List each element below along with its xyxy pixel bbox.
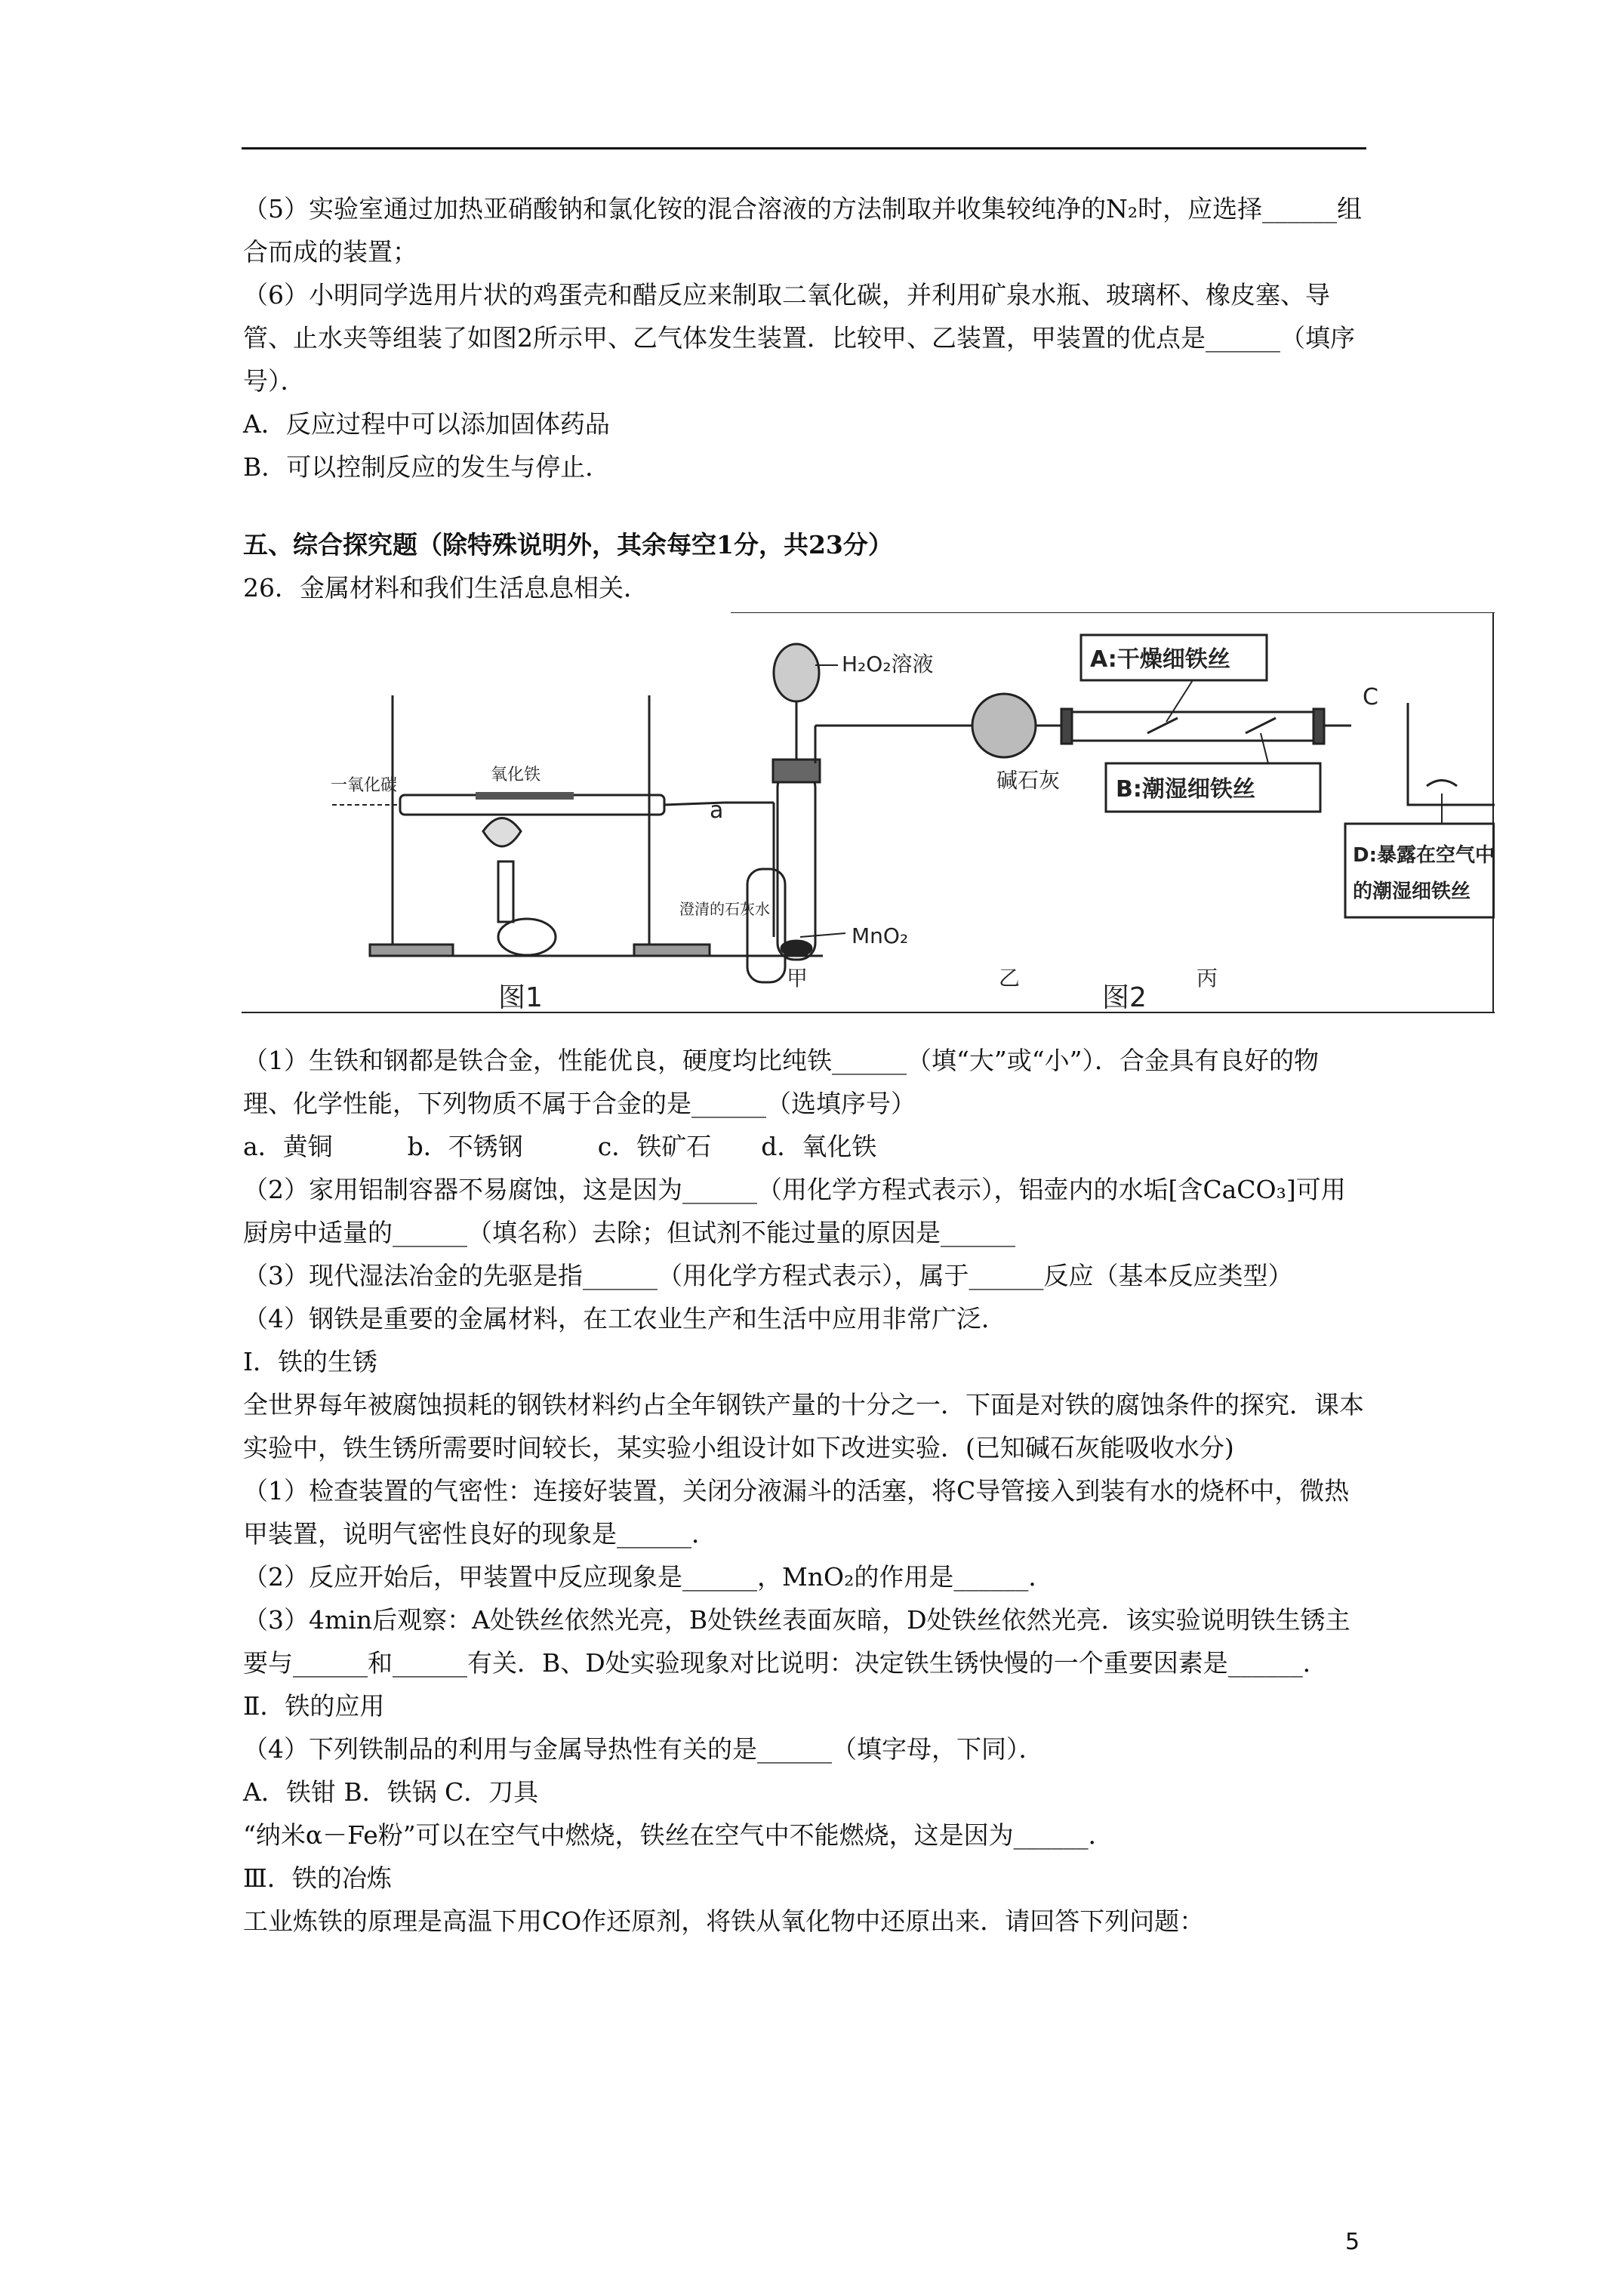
fig1-tube-label: 氧化铁 <box>491 766 541 784</box>
fig2-mno2-label: MnO₂ <box>852 923 909 948</box>
header-rule <box>242 147 1366 149</box>
subheading: Ⅲ．铁的冶炼 <box>243 1863 392 1893</box>
paragraph: （4）下列铁制品的利用与金属导热性有关的是______（填字母，下同）． <box>243 1734 1044 1764</box>
paragraph: 工业炼铁的原理是高温下用CO作还原剂，将铁从氧化物中还原出来．请回答下列问题： <box>243 1906 1205 1936</box>
section-title: 五、综合探究题（除特殊说明外，其余每空1分，共23分） <box>243 530 893 559</box>
experiment-figure <box>242 612 1495 1031</box>
paragraph: （3）现代湿法冶金的先驱是指______（用化学方程式表示），属于______反应（基本反应类型） <box>243 1261 1293 1290</box>
subheading: I．铁的生锈 <box>243 1347 378 1376</box>
paragraph: （1）生铁和钢都是铁合金，性能优良，硬度均比纯铁______（填“大”或“小”）．合金具有良好的物理、化学性能，下列物质不属于合金的是______（选填序号） <box>243 1046 1319 1118</box>
fig2-soda-lime-label: 碱石灰 <box>996 768 1061 793</box>
paragraph: （2）反应开始后，甲装置中反应现象是______，MnO₂的作用是______． <box>243 1562 1054 1592</box>
fig1-outlet-label: a <box>710 797 724 824</box>
options-line: A．铁钳 B．铁锅 C．刀具 <box>243 1777 539 1807</box>
subheading: Ⅱ．铁的应用 <box>243 1691 385 1721</box>
figure-drawing <box>242 612 1495 1031</box>
fig2-box-d-line2: 的潮湿细铁丝 <box>1353 880 1471 903</box>
option-a: A．反应过程中可以添加固体药品 <box>243 409 610 439</box>
paragraph: （2）家用铝制容器不易腐蚀，这是因为______（用化学方程式表示），铝壶内的水垢[含CaCO₃]可用厨房中适量的______（填名称）去除；但试剂不能过量的原因是______ <box>243 1175 1346 1247</box>
question-intro: 26．金属材料和我们生活息息相关． <box>243 573 648 603</box>
fig2-yi-label: 乙 <box>999 966 1021 991</box>
fig2-box-b: B:潮湿细铁丝 <box>1116 776 1255 803</box>
options-line: a．黄铜 b．不锈钢 c．铁矿石 d．氧化铁 <box>243 1132 877 1161</box>
fig2-h2o2-label: H₂O₂溶液 <box>842 652 934 676</box>
page-number: 5 <box>1345 2229 1360 2255</box>
paragraph: “纳米α－Fe粉”可以在空气中燃烧，铁丝在空气中不能燃烧，这是因为______． <box>243 1820 1113 1850</box>
paragraph: （3）4min后观察：A处铁丝依然光亮，B处铁丝表面灰暗，D处铁丝依然光亮．该实验说明铁生锈主要与______和______有关．B、D处实验现象对比说明：决定铁生锈快慢的一个重要因素是______． <box>243 1605 1350 1678</box>
fig2-box-a: A:干燥细铁丝 <box>1090 646 1230 673</box>
paragraph: （6）小明同学选用片状的鸡蛋壳和醋反应来制取二氧化碳，并利用矿泉水瓶、玻璃杯、橡皮塞、导管、止水夹等组装了如图2所示甲、乙气体发生装置．比较甲、乙装置，甲装置的优点是______（填序号）． <box>243 280 1355 396</box>
option-b: B．可以控制反应的发生与停止． <box>243 452 611 482</box>
fig1-apparatus <box>332 695 823 982</box>
paragraph: （5）实验室通过加热亚硝酸钠和氯化铵的混合溶液的方法制取并收集较纯净的N₂时，应选择______组合而成的装置； <box>243 194 1363 267</box>
paragraph: （1）检查装置的气密性：连接好装置，关闭分液漏斗的活塞，将C导管接入到装有水的烧杯中，微热甲装置，说明气密性良好的现象是______． <box>243 1476 1350 1549</box>
fig1-limewater-label: 澄清的石灰水 <box>679 900 770 918</box>
paragraph: （4）钢铁是重要的金属材料，在工农业生产和生活中应用非常广泛． <box>243 1304 1006 1333</box>
fig2-box-d-line1: D:暴露在空气中 <box>1353 844 1495 867</box>
fig1-caption: 图1 <box>498 982 543 1013</box>
fig2-bing-label: 丙 <box>1196 966 1218 991</box>
fig2-jia-label: 甲 <box>787 966 808 991</box>
paragraph: 全世界每年被腐蚀损耗的钢铁材料约占全年钢铁产量的十分之一．下面是对铁的腐蚀条件的探究．课本实验中，铁生锈所需要时间较长，某实验小组设计如下改进实验．(已知碱石灰能吸收水分) <box>243 1390 1364 1462</box>
fig2-caption: 图2 <box>1102 982 1147 1013</box>
document-page <box>243 187 1495 1943</box>
fig2-c-label: C <box>1363 684 1378 710</box>
fig1-co-label: 一氧化碳 <box>331 776 398 795</box>
